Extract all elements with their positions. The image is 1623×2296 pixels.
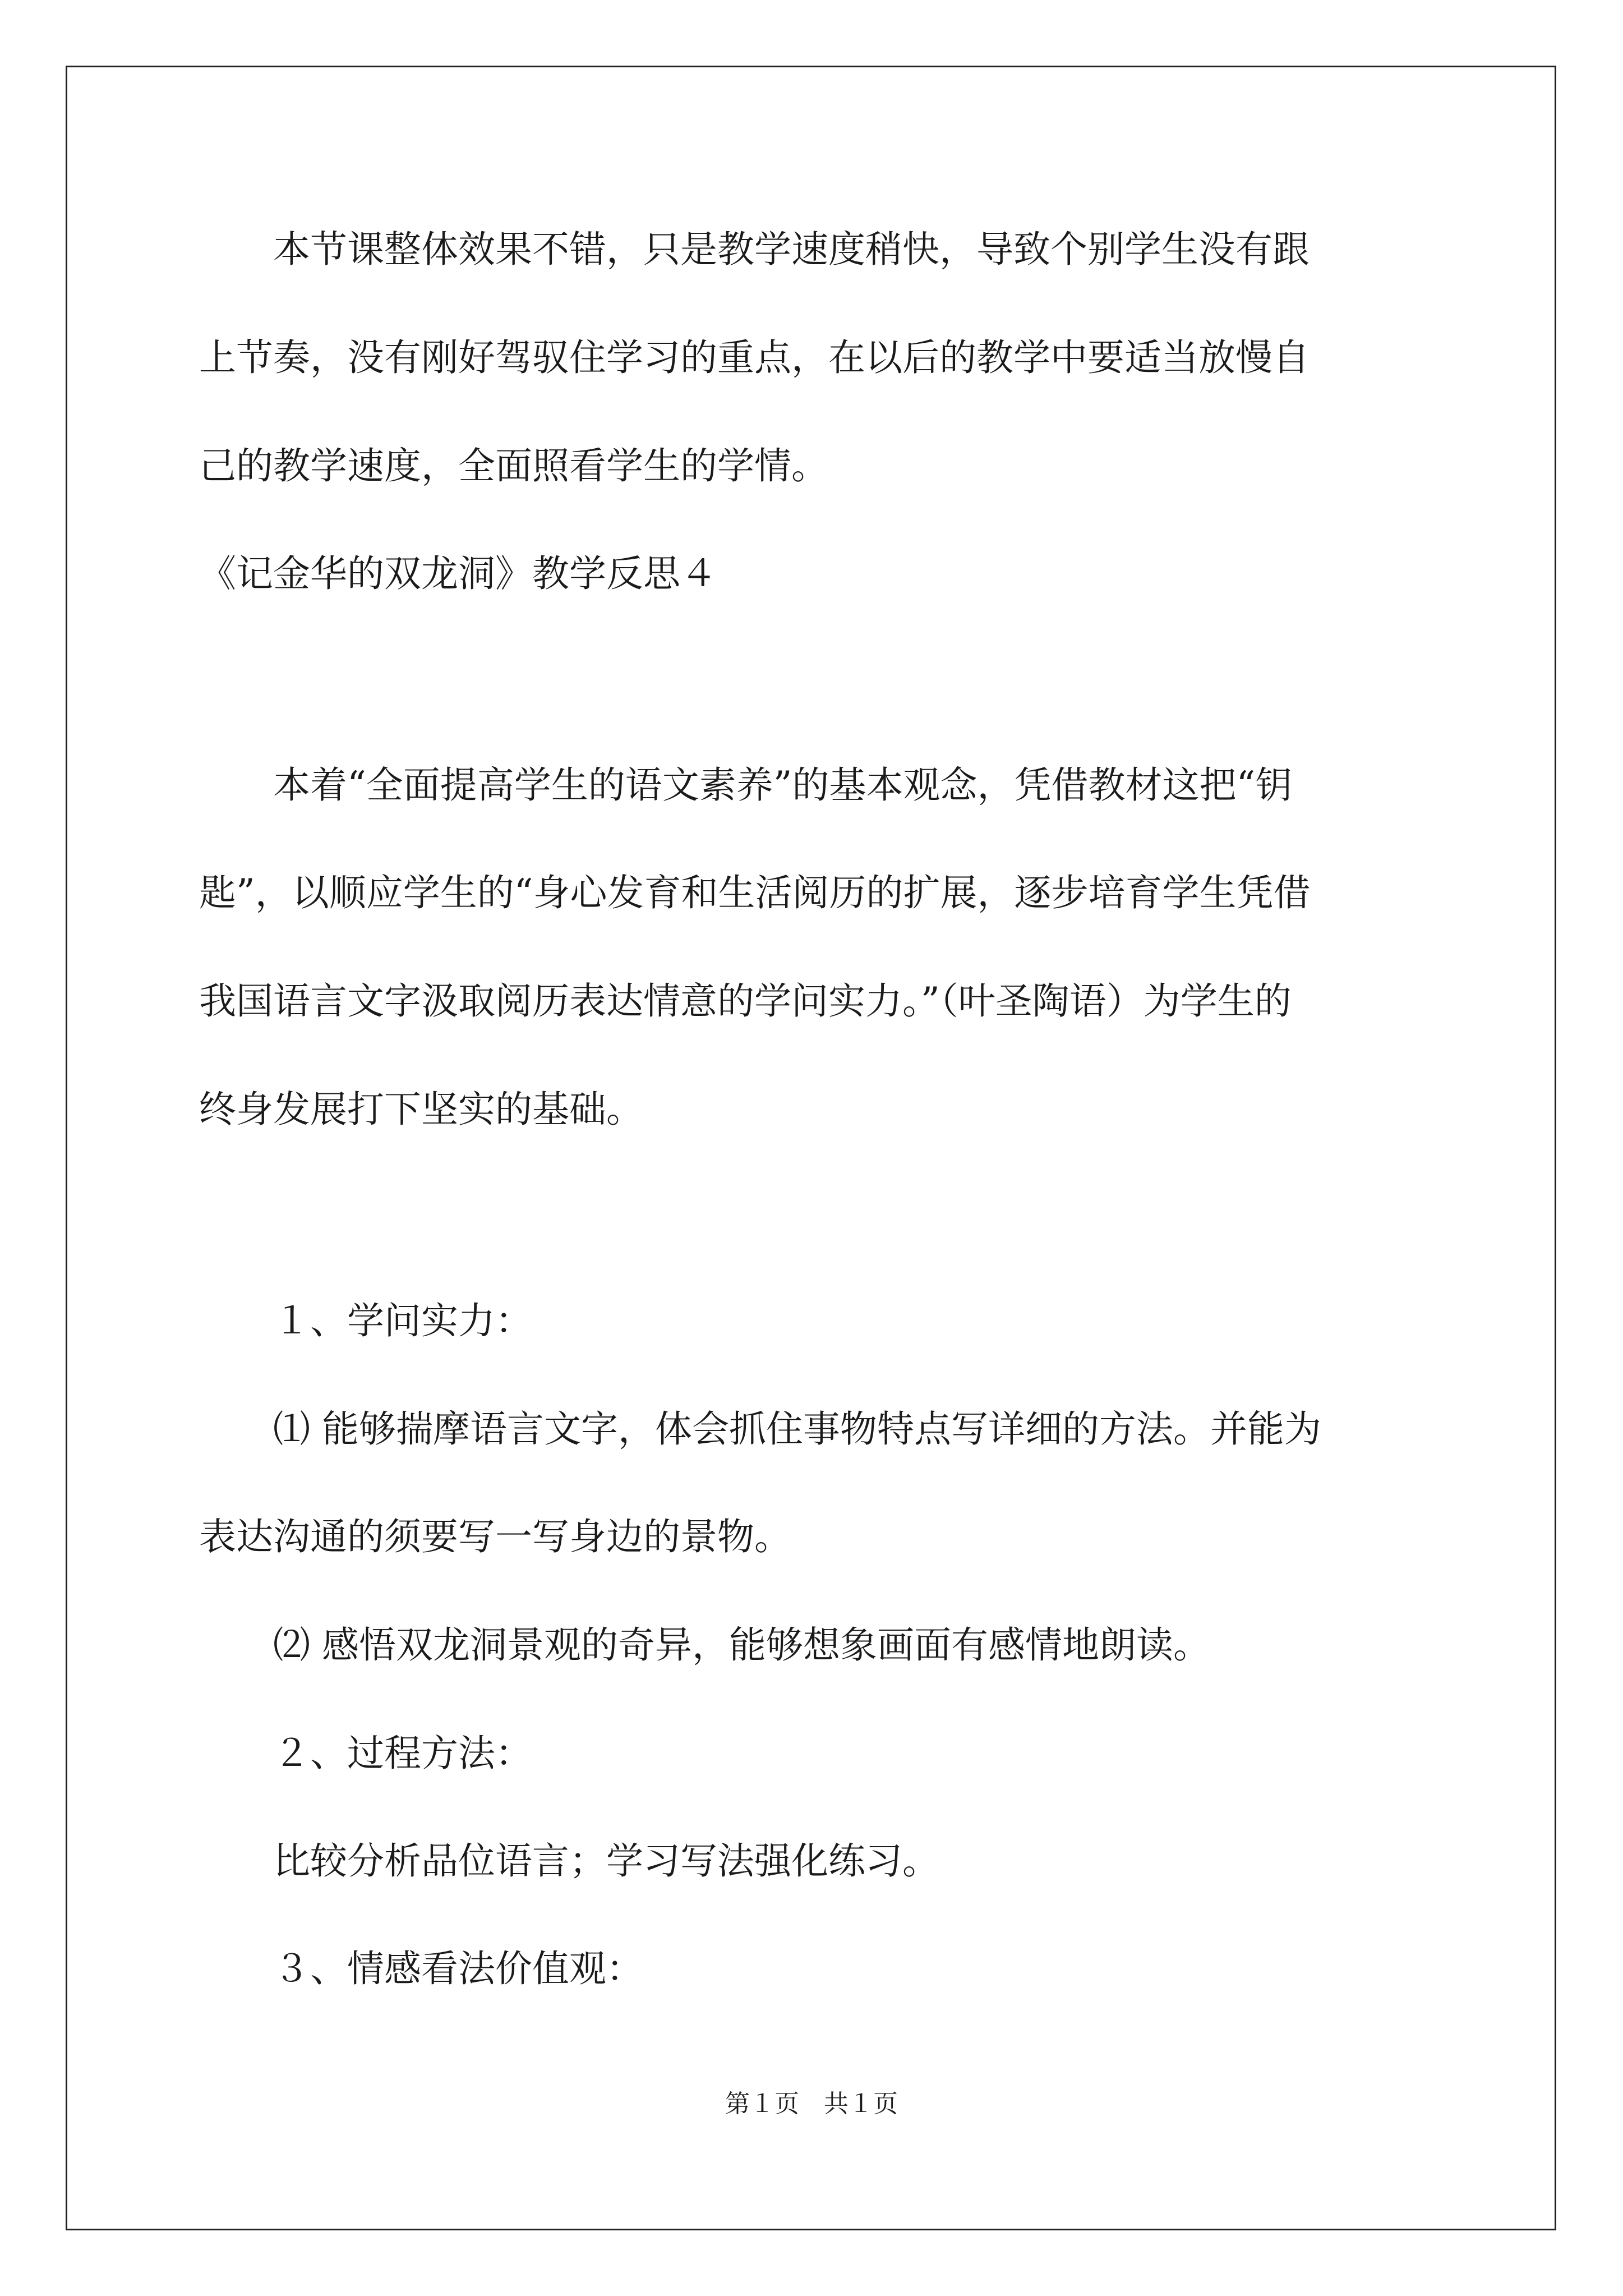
section-title: 《记金华的双龙洞》教学反思４: [199, 552, 717, 595]
item-2-text: 比较分析品位语言；学习写法强化练习。: [199, 1839, 939, 1883]
page-number-footer: 第１页 共１页: [725, 2090, 898, 2118]
item-1-sub-2: ⑵ 感悟双龙洞景观的奇异，能够想象画面有感情地朗读。: [199, 1623, 1210, 1667]
item-1-sub-1-line-2: 表达沟通的须要写一写身边的景物。: [199, 1515, 791, 1558]
paragraph-1-line-1: 本节课整体效果不错，只是教学速度稍快，导致个别学生没有跟: [199, 228, 1310, 271]
item-1-heading: １、学问实力：: [199, 1299, 532, 1342]
paragraph-2-line-4: 终身发展打下坚实的基础。: [199, 1088, 643, 1131]
paragraph-2-line-1: 本着“全面提高学生的语文素养”的基本观念，凭借教材这把“钥: [199, 763, 1293, 807]
paragraph-1-line-3: 己的教学速度，全面照看学生的学情。: [199, 444, 828, 487]
item-3-heading: ３、情感看法价值观：: [199, 1947, 643, 1990]
paragraph-2-line-2: 匙”，以顺应学生的“身心发育和生活阅历的扩展，逐步培育学生凭借: [199, 871, 1311, 914]
item-1-sub-1-line-1: ⑴ 能够揣摩语言文字，体会抓住事物特点写详细的方法。并能为: [199, 1407, 1321, 1451]
paragraph-2-line-3: 我国语言文字汲取阅历表达情意的学问实力。”（叶圣陶语）为学生的: [199, 979, 1292, 1023]
item-2-heading: ２、过程方法：: [199, 1732, 532, 1775]
page-border: [66, 66, 1556, 2230]
paragraph-1-line-2: 上节奏，没有刚好驾驭住学习的重点，在以后的教学中要适当放慢自: [199, 336, 1310, 379]
